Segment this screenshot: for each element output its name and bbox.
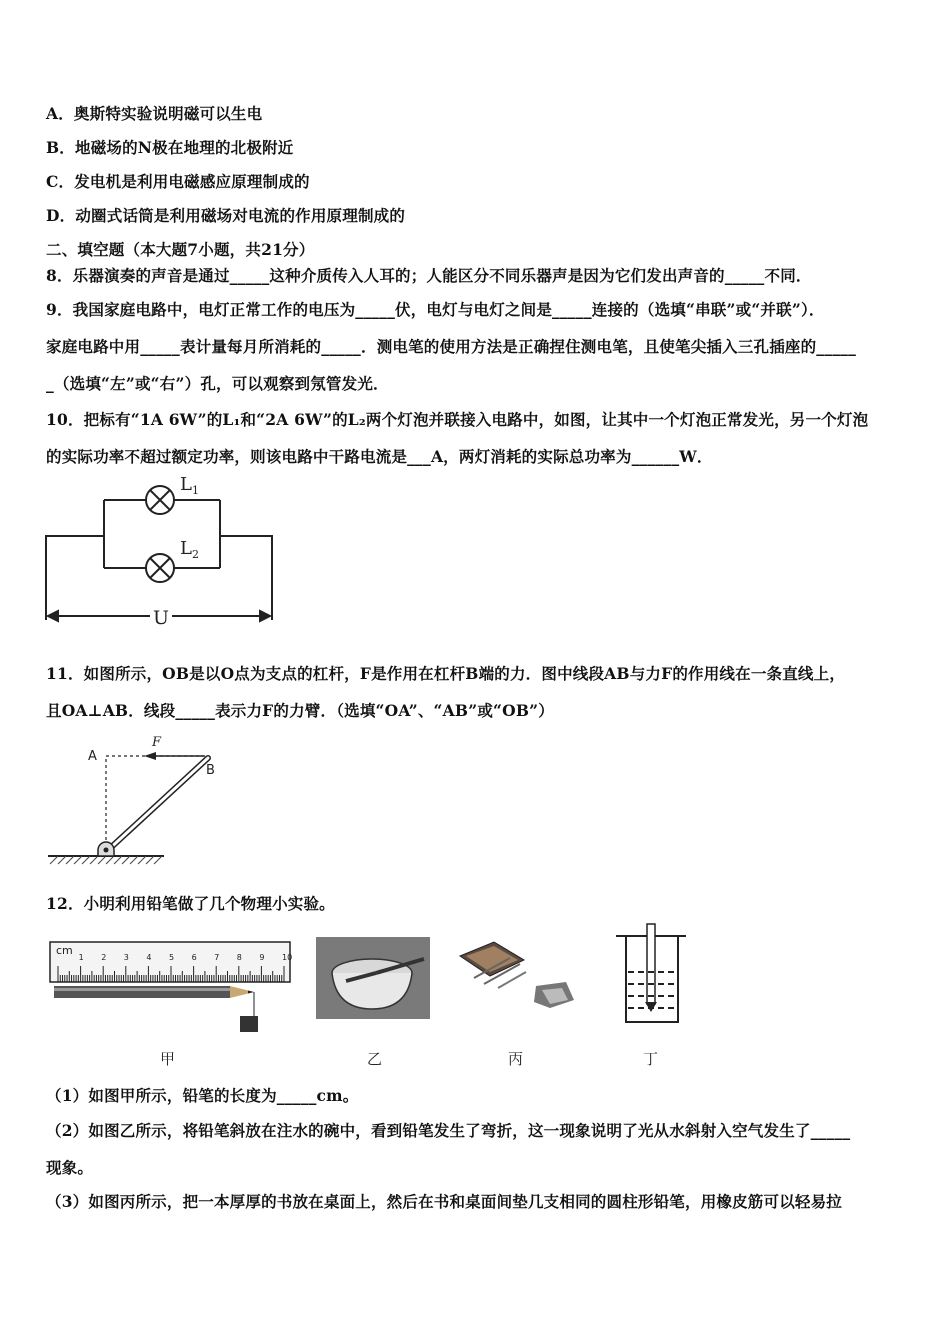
caption-jia: 甲: [160, 1050, 176, 1068]
label-u: U: [153, 607, 170, 629]
option-b: B．地磁场的N极在地理的北极附近: [46, 138, 294, 157]
ruler-tick-label: 10: [282, 953, 293, 962]
question-11-line2: 且OA⊥AB．线段_____表示力F的力臂．（选填“OA”、“AB”或“OB”）: [46, 701, 554, 720]
ruler-tick-label: 1: [78, 953, 84, 962]
ruler-tick-label: 8: [236, 953, 242, 962]
label-l1-sub: 1: [191, 484, 199, 497]
question-12-stem: 12．小明利用铅笔做了几个物理小实验。: [46, 894, 335, 913]
label-b: B: [206, 763, 215, 778]
pivot-icon: [98, 842, 114, 856]
bowl-pencil-photo: [316, 937, 430, 1019]
ruler-unit: cm: [56, 944, 73, 957]
beaker-diagram: [612, 922, 690, 1026]
question-9-line2: 家庭电路中用_____表计量每月所消耗的_____．测电笔的使用方法是正确捏住测电笔，且使笔尖插入三孔插座的_____: [46, 337, 857, 356]
ruler-tick-label: 9: [259, 953, 265, 962]
book-pencils-photo: [454, 938, 584, 1014]
lever-diagram: [44, 730, 215, 876]
label-l2-sub: 2: [191, 548, 199, 561]
section-heading: 二、填空题（本大题7小题，共21分）: [46, 240, 315, 259]
ruler-tick-label: 7: [214, 953, 220, 962]
circuit-diagram: [40, 470, 280, 630]
ruler-tick-label: 6: [191, 953, 197, 962]
caption-yi: 乙: [367, 1050, 383, 1068]
ruler-tick-label: 3: [123, 953, 129, 962]
option-a: A．奥斯特实验说明磁可以生电: [46, 104, 263, 123]
svg-text:L2: [180, 538, 199, 561]
question-10-line1: 10．把标有“1A 6W”的L₁和“2A 6W”的L₂两个灯泡并联接入电路中，如图，让其中一个灯泡正常发光，另一个灯泡: [46, 410, 869, 429]
label-l2: L: [180, 538, 192, 559]
question-12-sub1: （1）如图甲所示，铅笔的长度为_____cm。: [46, 1086, 359, 1105]
question-9-line3: _（选填“左”或“右”）孔，可以观察到氖管发光．: [46, 374, 389, 393]
question-11-line1: 11．如图所示，OB是以O点为支点的杠杆，F是作用在杠杆B端的力．图中线段AB与力F的作用线在一条直线上，: [46, 664, 846, 683]
lamp-l1-icon: [146, 486, 174, 514]
option-c: C．发电机是利用电磁感应原理制成的: [46, 172, 310, 191]
question-9-line1: 9．我国家庭电路中，电灯正常工作的电压为_____伏，电灯与电灯之间是_____连接的（选填“串联”或“并联”）．: [46, 300, 825, 319]
svg-text:L1: [180, 474, 199, 497]
question-10-line2: 的实际功率不超过额定功率，则该电路中干路电流是___A，两灯消耗的实际总功率为______W．: [46, 447, 713, 466]
label-f: F: [152, 735, 162, 750]
question-8: 8．乐器演奏的声音是通过_____这种介质传入人耳的；人能区分不同乐器声是因为它们发出声音的_____不同．: [46, 266, 812, 285]
ruler-pencil-photo: [46, 940, 292, 1040]
ruler-tick-label: 4: [146, 953, 152, 962]
option-d: D．动圈式话筒是利用磁场对电流的作用原理制成的: [46, 206, 406, 225]
label-a: A: [88, 749, 97, 764]
caption-bing: 丙: [508, 1050, 524, 1068]
ruler-tick-label: 5: [169, 953, 175, 962]
caption-ding: 丁: [643, 1050, 659, 1068]
ruler-tick-label: 2: [101, 953, 107, 962]
label-l1: L: [180, 474, 192, 495]
question-12-sub2-line1: （2）如图乙所示，将铅笔斜放在注水的碗中，看到铅笔发生了弯折，这一现象说明了光从水斜射入空气发生了_____: [46, 1121, 851, 1140]
question-12-sub3: （3）如图丙所示，把一本厚厚的书放在桌面上，然后在书和桌面间垫几支相同的圆柱形铅笔，用橡皮筋可以轻易拉: [46, 1192, 842, 1211]
lamp-l2-icon: [146, 554, 174, 582]
question-12-sub2-line2: 现象。: [46, 1158, 94, 1177]
